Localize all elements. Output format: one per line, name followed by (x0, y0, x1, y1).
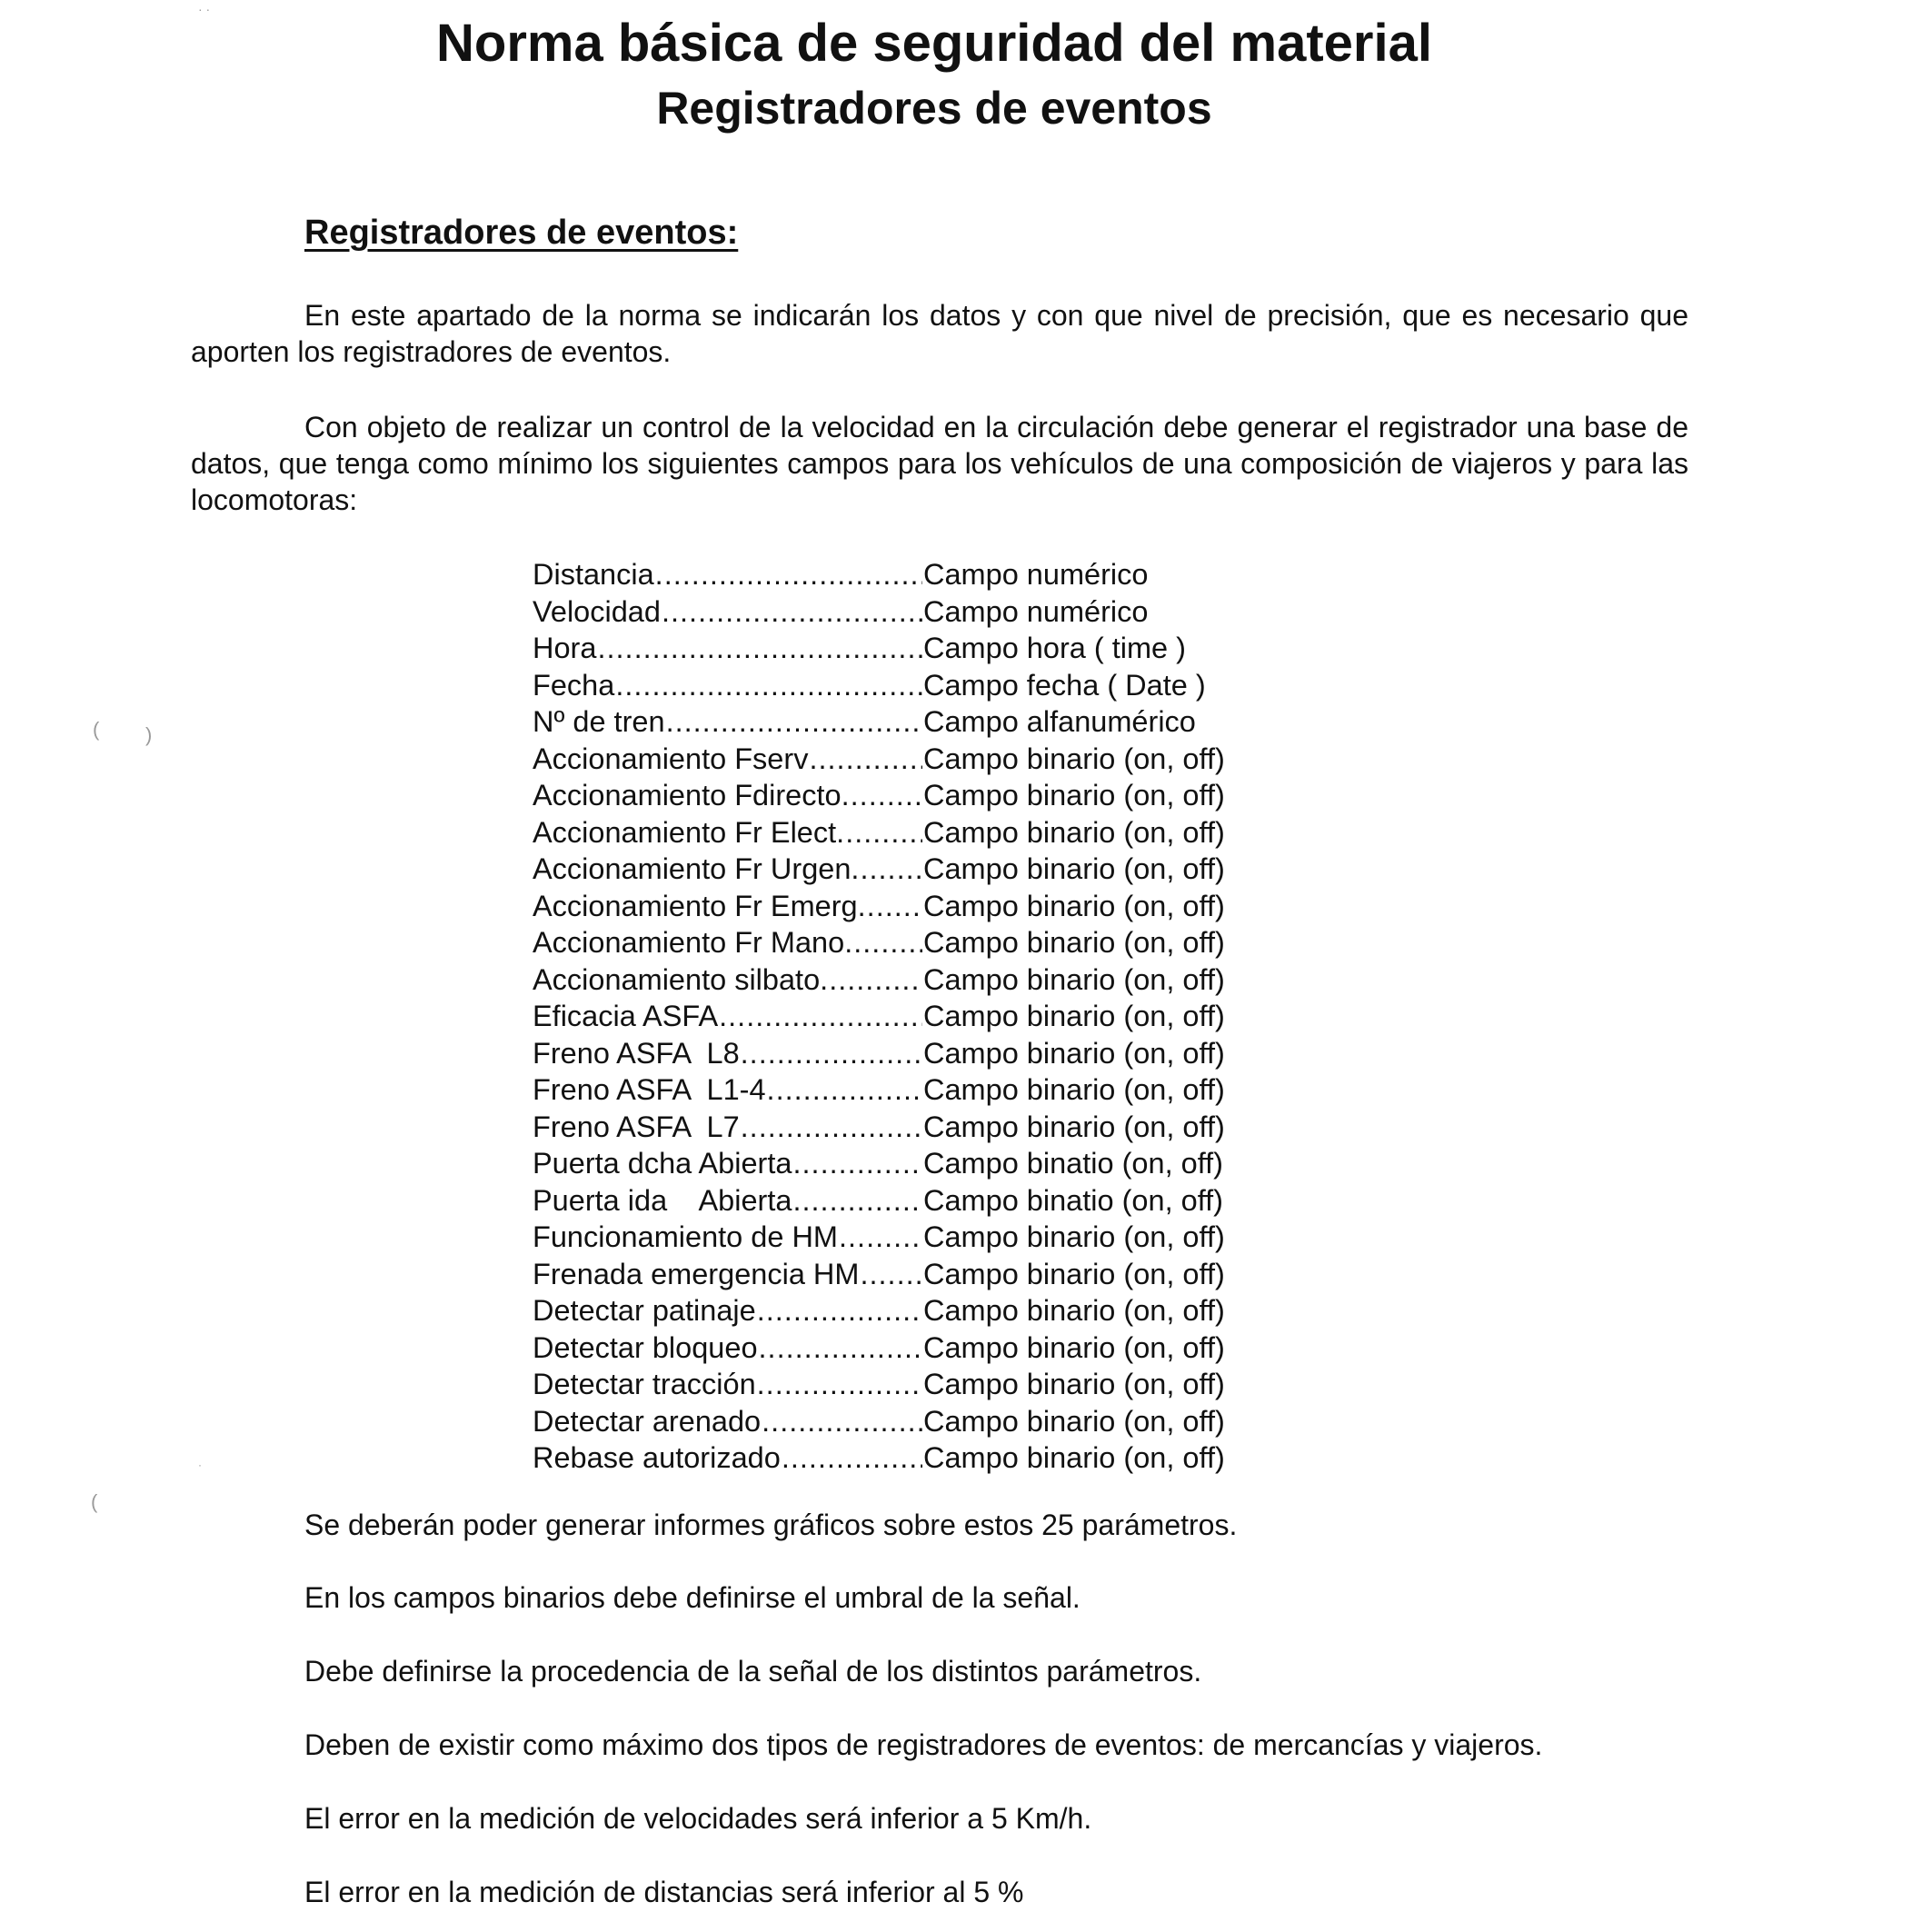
field-row (533, 630, 1278, 667)
field-row (533, 924, 1278, 961)
field-label-column (533, 703, 923, 741)
field-type: Campo binatio (on, off) (923, 1147, 1223, 1180)
field-row (533, 1366, 1278, 1403)
field-row (533, 593, 1278, 631)
leader-dots (666, 703, 922, 741)
field-type: Campo binario (on, off) (923, 926, 1225, 959)
field-name: Detectar tracción (533, 1368, 756, 1400)
leader-dots (851, 777, 922, 814)
field-label-column (533, 593, 923, 631)
field-name: Frenada emergencia HM (533, 1257, 860, 1290)
leader-dots (597, 630, 922, 667)
leader-dots (759, 1329, 922, 1367)
field-row (533, 1403, 1278, 1440)
leader-dots (757, 1292, 922, 1329)
field-type: Campo hora ( time ) (923, 632, 1186, 664)
field-label-column (533, 851, 923, 888)
field-label-column (533, 1439, 923, 1477)
field-type: Campo binario (on, off) (923, 1441, 1225, 1474)
field-label-column (533, 961, 923, 999)
leader-dots (615, 667, 922, 704)
field-label-column (533, 1109, 923, 1146)
field-name: Rebase autorizado (533, 1441, 781, 1474)
field-name: Accionamiento Fdirecto. (533, 779, 850, 812)
field-row (533, 1035, 1278, 1072)
field-label-column (533, 1145, 923, 1182)
field-label-column (533, 741, 923, 778)
requirements-paragraph: Con objeto de realizar un control de la velocidad en la circulación debe generar el registrador una base de datos, que tenga como mínimo los siguientes campos para los vehículos de una composición de viajeros y para las locomotoras: (191, 411, 1688, 516)
field-label-column (533, 998, 923, 1035)
field-name: Fecha (533, 668, 615, 702)
field-type: Campo binario (on, off) (923, 742, 1225, 775)
leader-dots (762, 1403, 922, 1440)
field-name: Eficacia ASFA (533, 1000, 719, 1032)
field-name: Nº de tren (533, 705, 665, 738)
field-label-column (533, 1256, 923, 1293)
field-name: Accionamiento Fr Elect. (533, 815, 845, 849)
note-paragraph: En los campos binarios debe definirse el umbral de la señal. (304, 1581, 1081, 1614)
field-row (533, 1292, 1278, 1329)
field-type: Campo numérico (923, 558, 1149, 591)
field-label-column (533, 1182, 923, 1220)
scan-artifact: ) (145, 723, 153, 746)
scan-artifact: ( (93, 718, 100, 741)
field-list (533, 556, 1278, 1477)
field-row (533, 1182, 1278, 1220)
field-name: Distancia (533, 558, 654, 591)
field-type: Campo binario (on, off) (923, 1073, 1225, 1106)
field-row (533, 814, 1278, 851)
field-name: Accionamiento Fr Mano. (533, 926, 853, 959)
field-row (533, 888, 1278, 925)
field-name: Freno ASFA L7 (533, 1110, 740, 1143)
scan-artifact: · (198, 1459, 202, 1471)
field-label-column (533, 777, 923, 814)
field-label-column (533, 1366, 923, 1403)
note-paragraph: El error en la medición de velocidades será inferior a 5 Km/h. (304, 1802, 1092, 1835)
field-row (533, 998, 1278, 1035)
field-label-column (533, 556, 923, 593)
leader-dots (839, 1219, 922, 1256)
field-type: Campo alfanumérico (923, 705, 1196, 738)
field-label-column (533, 1071, 923, 1109)
field-row (533, 741, 1278, 778)
field-name: Velocidad (533, 594, 661, 628)
field-name: Freno ASFA L8 (533, 1036, 740, 1070)
field-type: Campo binario (on, off) (923, 1404, 1225, 1438)
field-name: Detectar bloqueo (533, 1330, 758, 1364)
field-label-column (533, 667, 923, 704)
field-row (533, 1109, 1278, 1146)
field-row (533, 667, 1278, 704)
field-label-column (533, 924, 923, 961)
leader-dots (792, 1145, 922, 1182)
leader-dots (792, 1182, 922, 1220)
field-label-column (533, 1292, 923, 1329)
note-paragraph: El error en la medición de distancias será inferior al 5 % (304, 1876, 1024, 1908)
leader-dots (853, 924, 922, 961)
field-type: Campo binario (on, off) (923, 779, 1225, 812)
field-row (533, 1071, 1278, 1109)
note-paragraph: Se deberán poder generar informes gráficos sobre estos 25 parámetros. (304, 1509, 1238, 1541)
field-row (533, 851, 1278, 888)
field-type: Campo binario (on, off) (923, 815, 1225, 849)
leader-dots (860, 1256, 922, 1293)
document-subtitle: Registradores de eventos (656, 83, 1212, 134)
field-name: Hora (533, 632, 597, 664)
field-label-column (533, 1403, 923, 1440)
field-row (533, 1219, 1278, 1256)
field-type: Campo binario (on, off) (923, 1257, 1225, 1290)
field-label-column (533, 630, 923, 667)
field-label-column (533, 888, 923, 925)
field-row (533, 556, 1278, 593)
leader-dots (757, 1366, 922, 1403)
field-label-column (533, 1035, 923, 1072)
leader-dots (741, 1035, 922, 1072)
note-paragraph: Debe definirse la procedencia de la señal de los distintos parámetros. (304, 1655, 1202, 1688)
field-name: Accionamiento silbato. (533, 962, 829, 996)
leader-dots (741, 1109, 922, 1146)
intro-paragraph: En este apartado de la norma se indicarán los datos y con que nivel de precisión, que es necesario que aporten los registradores de eventos. (191, 299, 1688, 368)
field-row (533, 703, 1278, 741)
field-name: Detectar patinaje (533, 1294, 756, 1327)
field-type: Campo binario (on, off) (923, 1330, 1225, 1364)
leader-dots (860, 851, 922, 888)
field-name: Accionamiento Fr Emerg. (533, 889, 866, 922)
field-name: Detectar arenado (533, 1404, 762, 1438)
field-label-column (533, 1329, 923, 1367)
leader-dots (809, 741, 922, 778)
field-type: Campo binario (on, off) (923, 1036, 1225, 1070)
scan-artifact: · · (198, 2, 211, 16)
field-type: Campo binario (on, off) (923, 852, 1225, 885)
leader-dots (767, 1071, 922, 1109)
field-name: Puerta dcha Abierta (533, 1147, 792, 1180)
field-type: Campo binario (on, off) (923, 1220, 1225, 1253)
field-type: Campo binario (on, off) (923, 889, 1225, 922)
document-title: Norma básica de seguridad del material (436, 14, 1432, 73)
field-type: Campo binario (on, off) (923, 1368, 1225, 1400)
leader-dots (845, 814, 922, 851)
field-row (533, 1145, 1278, 1182)
leader-dots (719, 998, 922, 1035)
field-name: Accionamiento Fserv (533, 742, 809, 775)
field-label-column (533, 814, 923, 851)
field-type: Campo numérico (923, 594, 1149, 628)
field-name: Freno ASFA L1-4 (533, 1073, 766, 1106)
field-name: Accionamiento Fr Urgen. (533, 852, 860, 885)
leader-dots (662, 593, 922, 631)
field-row (533, 777, 1278, 814)
leader-dots (867, 888, 922, 925)
field-type: Campo binatio (on, off) (923, 1183, 1223, 1217)
field-row (533, 1256, 1278, 1293)
field-type: Campo binario (on, off) (923, 1110, 1225, 1143)
leader-dots (782, 1439, 922, 1477)
field-type: Campo binario (on, off) (923, 1294, 1225, 1327)
field-row (533, 1329, 1278, 1367)
note-paragraph: Deben de existir como máximo dos tipos de registradores de eventos: de mercancías y viajeros. (304, 1728, 1543, 1761)
field-name: Puerta ida Abierta (533, 1183, 792, 1217)
field-row (533, 961, 1278, 999)
leader-dots (829, 961, 922, 999)
field-name: Funcionamiento de HM (533, 1220, 838, 1253)
field-type: Campo binario (on, off) (923, 962, 1225, 996)
section-heading: Registradores de eventos: (304, 214, 739, 252)
field-type: Campo binario (on, off) (923, 1000, 1225, 1032)
field-row (533, 1439, 1278, 1477)
scan-artifact: ( (91, 1490, 98, 1513)
field-label-column (533, 1219, 923, 1256)
field-type: Campo fecha ( Date ) (923, 668, 1206, 702)
leader-dots (655, 556, 922, 593)
